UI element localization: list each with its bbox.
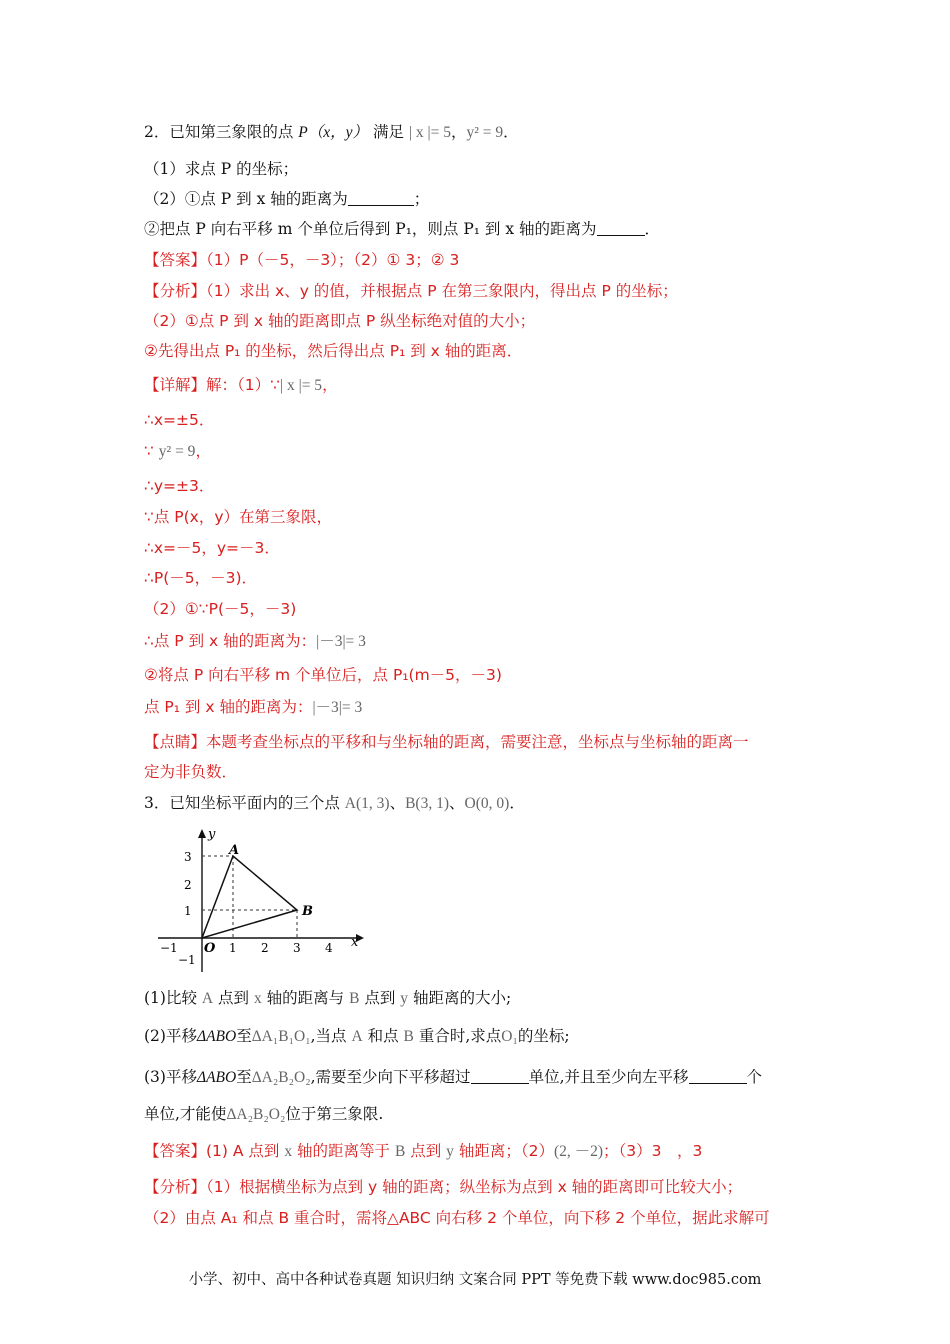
q3-part2: (2)平移ΔABO至ΔA₁B₁O₁,当点 A 和点 B 重合时,求点O₁的坐标; <box>144 1027 570 1045</box>
y-axis-label: y <box>208 827 216 842</box>
answer-blank <box>348 191 414 206</box>
point-a-label: A <box>229 843 240 858</box>
q2-line-p: ∵点 P(x，y）在第三象限， <box>144 508 333 526</box>
page-footer: 小学、初中、高中各种试卷真题 知识归纳 文案合同 PPT 等免费下载 www.doc985.com <box>188 1272 762 1288</box>
answer-blank <box>471 1069 529 1084</box>
q2-analysis-1: 【分析】（1）求出 x、y 的值，并根据点 P 在第三象限内，得出点 P 的坐标； <box>144 282 678 300</box>
x-axis-label: x <box>351 935 359 950</box>
q2-line-dist: ∴点 P 到 x 轴的距离为：|－3|= 3 <box>144 632 366 650</box>
q2-line-move: ②将点 P 向右平移 m 个单位后，点 P₁(m－5，－3) <box>144 666 502 684</box>
q2-analysis-3: ②先得出点 P₁ 的坐标，然后得出点 P₁ 到 x 轴的距离． <box>144 342 523 360</box>
point-b-label: B <box>302 904 313 919</box>
q2-line-x: ∴x=±5． <box>144 411 215 429</box>
q2-line-y2: ∵ y² = 9， <box>144 442 211 460</box>
q3-part3-line2: 单位,才能使ΔA₂B₂O₂位于第三象限. <box>144 1105 384 1123</box>
q2-line-2: （2）①∵P(－5，－3) <box>144 600 297 618</box>
x-tick-label: 2 <box>261 941 269 955</box>
q2-line-p1: 点 P₁ 到 x 轴的距离为：|－3|= 3 <box>144 698 363 716</box>
q3-part3: (3)平移ΔABO至ΔA₂B₂O₂,需要至少向下平移超过 单位,并且至少向左平移 个 <box>144 1068 763 1086</box>
y-tick-label: 2 <box>184 878 192 892</box>
coordinate-graph <box>152 826 367 976</box>
q2-line-y: ∴y=±3． <box>144 477 215 495</box>
y-tick-label: −1 <box>178 953 196 967</box>
q3-analysis-1: 【分析】（1）根据横坐标为点到 y 轴的距离；纵坐标为点到 x 轴的距离即可比较大小； <box>144 1178 743 1196</box>
x-tick-label: −1 <box>160 941 178 955</box>
q3-analysis-2: （2）由点 A₁ 和点 B 重合时，需将△ABC 向右移 2 个单位，向下移 2 个单位，据此求解可 <box>144 1209 770 1227</box>
formula-abs-x: | x |= 5 <box>408 124 451 141</box>
q2-part2a: （2）①点 P 到 x 轴的距离为 ； <box>144 190 430 208</box>
answer-blank <box>689 1069 747 1084</box>
origin-label: O <box>204 941 216 956</box>
triangle-abo <box>202 856 297 938</box>
answer-blank <box>597 221 645 236</box>
q2-analysis-2: （2）①点 P 到 x 轴的距离即点 P 纵坐标绝对值的大小； <box>144 312 536 330</box>
x-tick-label: 1 <box>229 941 237 955</box>
q3-stem: 3．已知坐标平面内的三个点 A(1, 3)、B(3, 1)、O(0, 0)． <box>144 794 525 812</box>
y-axis-arrow <box>198 829 206 838</box>
x-tick-label: 3 <box>293 941 301 955</box>
q2-answer: 【答案】（1）P（－5，－3）；（2）① 3；② 3 <box>144 251 460 269</box>
q2-line-xy: ∴x=－5，y=－3． <box>144 539 280 557</box>
q3-part1: (1)比较 A 点到 x 轴的距离与 B 点到 y 轴距离的大小; <box>144 989 512 1007</box>
q2-detail-label: 【详解】解：（1）∵| x |= 5， <box>144 376 338 394</box>
q2-stem: 2．已知第三象限的点 P（x，y） 满足 | x |= 5，y² = 9． <box>144 123 519 141</box>
y-tick-label: 1 <box>184 904 192 918</box>
q2-comment-2: 定为非负数． <box>144 763 238 781</box>
y-tick-label: 3 <box>184 850 192 864</box>
q2-comment-1: 【点睛】本题考查坐标点的平移和与坐标轴的距离，需要注意，坐标点与坐标轴的距离一 <box>144 733 749 751</box>
x-tick-label: 4 <box>325 941 333 955</box>
q2-part1: （1）求点 P 的坐标； <box>144 160 299 178</box>
q3-answer: 【答案】(1) A 点到 x 轴的距离等于 B 点到 y 轴距离；（2）(2, －2)；（3）3 ，3 <box>144 1142 703 1160</box>
q2-line-pp: ∴P(－5，－3)． <box>144 569 258 587</box>
formula-y-squared: y² = 9 <box>466 124 504 141</box>
q2-part2b: ②把点 P 向右平移 m 个单位后得到 P₁，则点 P₁ 到 x 轴的距离为 ． <box>144 220 661 238</box>
